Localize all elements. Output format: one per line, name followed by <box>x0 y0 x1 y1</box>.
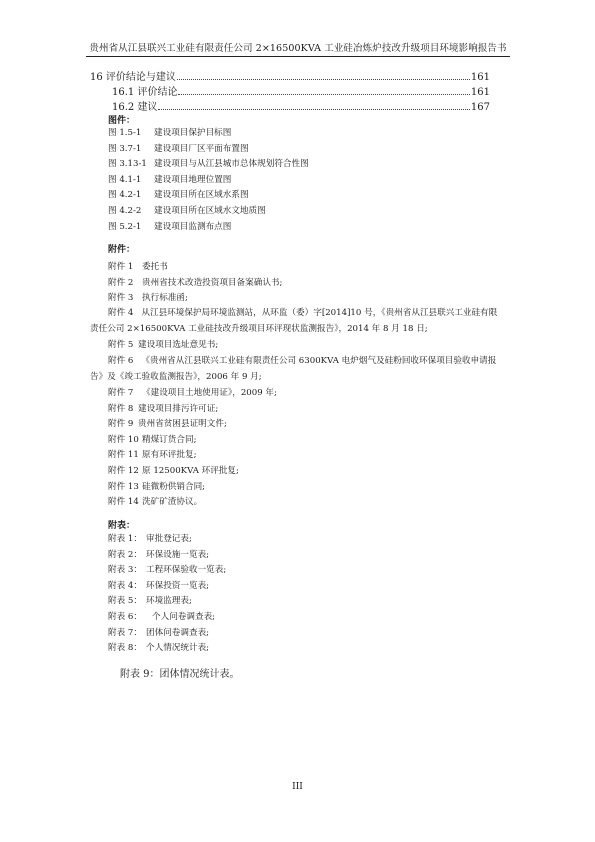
toc-entry-page: 167 <box>470 102 490 113</box>
figure-number: 图 4.2-1 <box>108 190 142 201</box>
page-number: III <box>292 782 303 792</box>
table-number: 附表 9： <box>120 669 160 680</box>
attachment-number: 附件 8 <box>108 403 134 414</box>
table-title: 环境监理表; <box>146 596 192 607</box>
figure-title: 建设项目地理位置图 <box>154 174 232 185</box>
toc-leader-dots <box>178 94 469 95</box>
attachment-number: 附件 6 <box>108 356 134 366</box>
attachment-item <box>108 464 277 480</box>
attachment-item <box>108 402 277 418</box>
attachment-title: 洗矿矿渣协议。 <box>142 497 203 508</box>
attachment-list-a <box>108 260 282 307</box>
figure-item <box>108 204 309 220</box>
attachment-item <box>108 276 282 292</box>
attachment-number: 附件 5 <box>108 340 134 350</box>
attachment-title: 原 12500KVA 环评批复; <box>142 465 239 476</box>
attachment-item <box>108 386 277 402</box>
attachment-number: 附件 13 <box>108 481 139 492</box>
table-number: 附表 5： <box>108 596 142 607</box>
toc-entry-label: 16.2 建议 <box>112 102 158 113</box>
attachment-item <box>108 448 277 464</box>
toc-leader-dots <box>158 109 469 110</box>
attachment-number: 附件 2 <box>108 277 134 288</box>
attachment-number: 附件 12 <box>108 465 139 476</box>
figures-heading: 图件： <box>108 116 136 126</box>
table-title: 环保投资一览表; <box>146 580 210 591</box>
attachment-title: 《贵州省从江县联兴工业硅有限责任公司 6300KVA 电炉烟气及硅粉回收环保项目验收申请报告》及《竣工验收监测报告》，2006 年 9 月; <box>90 356 497 382</box>
figure-number: 图 4.2-2 <box>108 205 142 216</box>
attachment-number: 附件 7 <box>108 388 134 398</box>
attachment-title: 硅微粉供销合同; <box>142 481 206 492</box>
toc-entry-label: 16.1 评价结论 <box>112 87 178 98</box>
attachment-title: 建设项目排污许可证; <box>138 403 219 414</box>
header-rule <box>86 56 510 57</box>
figure-number: 图 1.5-1 <box>108 128 142 138</box>
attachment-title: 精煤订货合同; <box>142 434 197 445</box>
attachment-number: 附件 14 <box>108 497 139 508</box>
figure-number: 图 5.2-1 <box>108 221 142 232</box>
attachment-title: 《建设项目土地使用证》，2009 年; <box>142 388 277 398</box>
attachment-item <box>90 306 498 337</box>
table-of-contents <box>90 70 490 115</box>
figure-title: 建设项目与从江县城市总体规划符合性图 <box>154 159 309 170</box>
figure-title: 建设项目所在区域水系图 <box>154 190 249 201</box>
toc-entry-label: 16 评价结论与建议 <box>90 72 176 83</box>
attachment-number: 附件 9 <box>108 419 134 430</box>
attachments-heading: 附件： <box>108 245 136 255</box>
table-number: 附表 3： <box>108 565 142 576</box>
figure-item <box>108 188 309 204</box>
table-title: 个人情况统计表; <box>146 643 210 654</box>
table-item <box>108 563 226 579</box>
figure-title: 建设项目监测布点图 <box>154 221 232 232</box>
attachment-title: 贵州省贫困县证明文件; <box>138 419 227 430</box>
toc-entry[interactable] <box>90 100 490 115</box>
attachment-title: 贵州省技术改造投资项目备案确认书; <box>142 277 283 288</box>
table-number: 附表 1： <box>108 534 142 544</box>
table-title: 团体问卷调查表; <box>146 627 210 638</box>
attachment-item <box>108 291 282 307</box>
attachment-number: 附件 4 <box>108 308 134 318</box>
toc-entry-page: 161 <box>470 87 490 98</box>
attachment-item <box>108 338 218 354</box>
table-item <box>108 641 226 657</box>
table-title: 审批登记表; <box>146 534 192 544</box>
table-item <box>108 626 226 642</box>
figure-number: 图 4.1-1 <box>108 174 142 185</box>
table-item <box>108 532 226 548</box>
table-item <box>108 579 226 595</box>
table-item <box>108 610 226 626</box>
attachment-title: 执行标准函; <box>142 293 188 304</box>
toc-entry[interactable] <box>90 85 490 100</box>
attachment-number: 附件 3 <box>108 293 134 304</box>
table-number: 附表 7： <box>108 627 142 638</box>
figure-title: 建设项目所在区域水文地质图 <box>154 205 266 216</box>
figure-item <box>108 220 309 236</box>
attachment-number: 附件 10 <box>108 434 139 445</box>
attachment-number: 附件 1 <box>108 262 134 272</box>
figure-item <box>108 157 309 173</box>
table-title: 团体情况统计表。 <box>159 669 240 680</box>
attachment-list-c <box>108 386 277 511</box>
table-list <box>108 532 226 657</box>
table-number: 附表 8： <box>108 643 142 654</box>
attachment-number: 附件 11 <box>108 450 139 461</box>
figure-item <box>108 126 309 142</box>
table-item <box>108 548 226 564</box>
attachment-item <box>108 433 277 449</box>
table-number: 附表 2： <box>108 549 142 560</box>
figure-number: 图 3.7-1 <box>108 143 142 154</box>
figure-item <box>108 142 309 158</box>
tables-heading: 附表： <box>108 521 136 531</box>
attachment-item <box>108 495 277 511</box>
toc-entry-page: 161 <box>470 72 490 83</box>
table-item <box>108 594 226 610</box>
running-header: 贵州省从江县联兴工业硅有限责任公司 2×16500KVA 工业硅冶炼炉技改升级项目环境影响报告书 <box>89 43 507 54</box>
figure-number: 图 3.13-1 <box>108 159 147 170</box>
table-item <box>120 666 240 684</box>
attachment-item <box>108 417 277 433</box>
figure-title: 建设项目厂区平面布置图 <box>154 143 249 154</box>
figure-item <box>108 173 309 189</box>
table-list-last <box>120 666 240 684</box>
table-number: 附表 6： <box>108 611 142 622</box>
table-number: 附表 4： <box>108 580 142 591</box>
toc-entry[interactable] <box>90 70 490 85</box>
attachment-title: 从江县环境保护局环境监测站，从环监（委）字[2014]10 号，《贵州省从江县联兴工业硅有限责任公司 2×16500KVA 工业硅技改升级项目环评现状监测报告》，2014 年 8 月 18 日; <box>90 308 498 334</box>
attachment-item <box>90 354 498 385</box>
table-title: 工程环保验收一览表; <box>146 565 227 576</box>
toc-leader-dots <box>177 79 470 80</box>
table-title: 环保设施一览表; <box>146 549 210 560</box>
figure-title: 建设项目保护目标图 <box>154 128 232 138</box>
attachment-title: 原有环评批复; <box>142 450 197 461</box>
attachment-item <box>108 260 282 276</box>
attachment-item <box>108 480 277 496</box>
attachment-list-b <box>108 338 218 354</box>
attachment-title: 委托书 <box>142 262 168 272</box>
table-title: 个人问卷调查表; <box>152 611 216 622</box>
figure-list <box>108 126 309 235</box>
attachment-title: 建设项目选址意见书; <box>138 340 219 350</box>
